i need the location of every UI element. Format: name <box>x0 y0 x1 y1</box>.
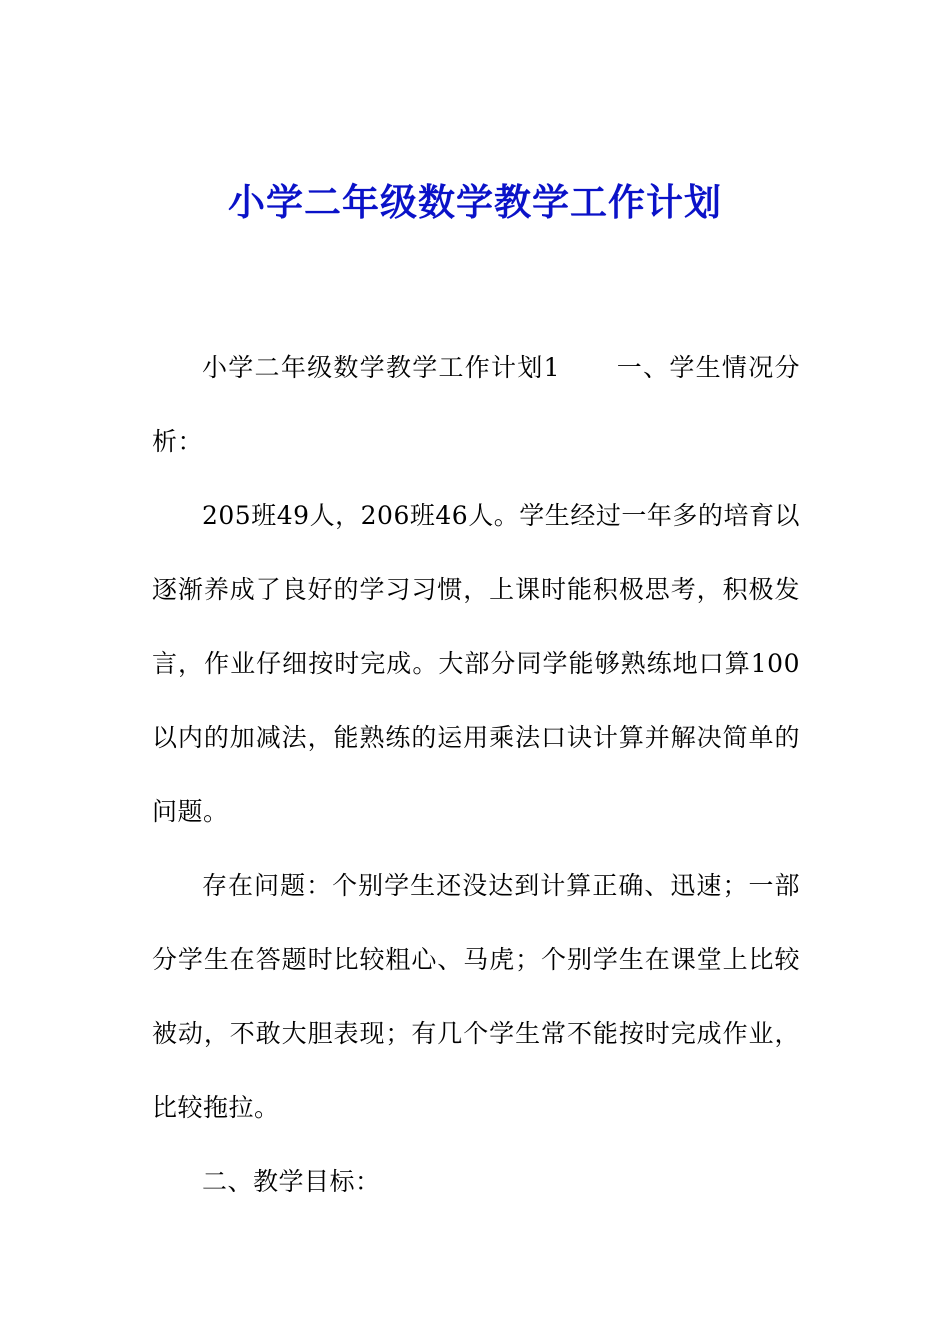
section-heading-teaching-goals: 二、教学目标： <box>202 1167 381 1196</box>
plan-section-label: 小学二年级数学教学工作计划1 <box>202 353 561 382</box>
paragraph-student-analysis-heading <box>152 331 800 479</box>
paragraph-class-overview: 205班49人，206班46人。学生经过一年多的培育以逐渐养成了良好的学习习惯，上课时能积极思考，积极发言，作业仔细按时完成。大部分同学能够熟练地口算100以内的加减法，能熟练的运用乘法口诀计算并解决简单的问题。 <box>152 501 800 826</box>
document-title: 小学二年级数学教学工作计划 <box>228 181 722 224</box>
document-body <box>152 331 800 1219</box>
section-heading-student-analysis: 一、学生情况分析： <box>152 353 800 456</box>
paragraph-existing-problems: 存在问题：个别学生还没达到计算正确、迅速；一部分学生在答题时比较粗心、马虎；个别学生在课堂上比较被动，不敢大胆表现；有几个学生常不能按时完成作业，比较拖拉。 <box>152 871 800 1122</box>
